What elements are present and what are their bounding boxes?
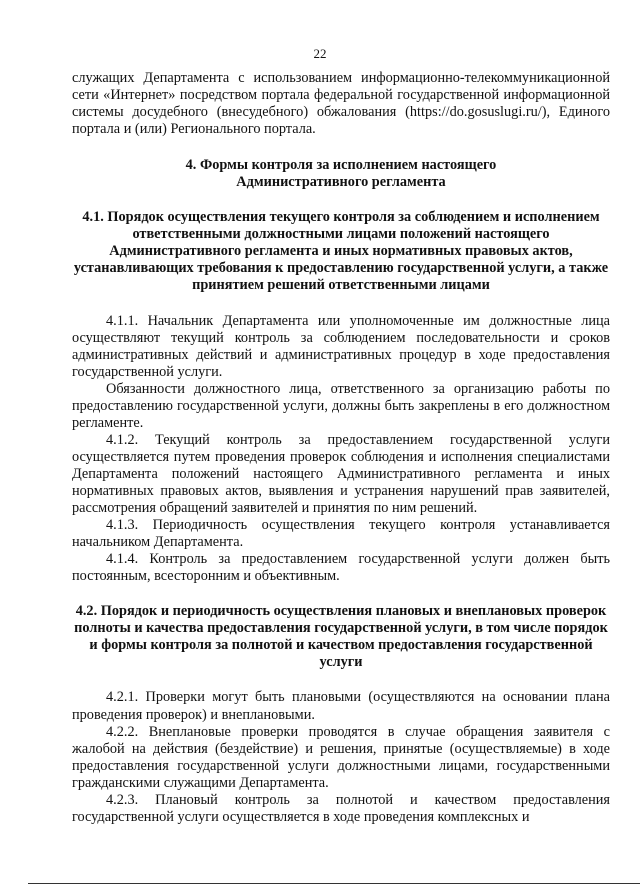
section-4-2-heading: 4.2. Порядок и периодичность осуществления плановых и внеплановых проверок полноты и качества предоставления государственной услуги, в том числе порядок и формы контроля за полнотой и качеством предоставления государственной услуги: [74, 603, 608, 671]
intro-paragraph: служащих Департамента с использованием информационно-телекоммуникационной сети «Интернет» посредством портала федеральной государственной информационной системы досудебного (внесудебного) обжалования (https://do.gosuslugi.ru/), Единого портала и (или) Регионального портала.: [72, 70, 610, 138]
document-body: [72, 70, 610, 826]
section-4-title: [72, 157, 610, 191]
paragraph-4-1-3: 4.1.3. Периодичность осуществления текущего контроля устанавливается начальником Департамента.: [72, 517, 610, 551]
section-4-2-body: [72, 689, 610, 825]
paragraph-4-2-1: 4.2.1. Проверки могут быть плановыми (осуществляются на основании плана проведения проверок) и внеплановыми.: [72, 689, 610, 723]
paragraph-4-1-1-duties: Обязанности должностного лица, ответственного за организацию работы по предоставлению государственной услуги, должны быть закреплены в его должностном регламенте.: [72, 380, 610, 431]
paragraph-4-2-3: 4.2.3. Плановый контроль за полнотой и качеством предоставления государственной услуги осуществляется в ходе проведения комплексных и: [72, 791, 610, 825]
paragraph-4-1-2: 4.1.2. Текущий контроль за предоставлением государственной услуги осуществляется путем проведения проверок соблюдения и исполнения специалистами Департамента положений настоящего Административного регламента и иных нормативных правовых актов, выявления и устранения нарушений прав заявителей, рассмотрения обращений заявителей и принятия по ним решений.: [72, 431, 610, 517]
page-number: 22: [313, 46, 327, 61]
paragraph-4-1-4: 4.1.4. Контроль за предоставлением государственной услуги должен быть постоянным, всесторонним и объективным.: [72, 551, 610, 585]
page-bottom-edge: [28, 883, 640, 884]
paragraph-4-1-1: 4.1.1. Начальник Департамента или уполномоченные им должностные лица осуществляют текущий контроль за соблюдением последовательности и сроков административных действий и административных процедур в ходе предоставления государственной услуги.: [72, 312, 610, 380]
section-4-title-line-1: 4. Формы контроля за исполнением настоящего: [185, 157, 497, 174]
section-4-1-body: [72, 313, 610, 586]
section-4-1-heading: 4.1. Порядок осуществления текущего контроля за соблюдением и исполнением ответственными должностными лицами положений настоящего Административного регламента и иных нормативных правовых актов, устанавливающих требования к предоставлению государственной услуги, а также принятием решений ответственными лицами: [73, 209, 609, 294]
section-4-title-line-2: Административного регламента: [236, 174, 446, 191]
paragraph-4-2-2: 4.2.2. Внеплановые проверки проводятся в случае обращения заявителя с жалобой на действия (бездействие) и решения, принятые (осуществляемые) в ходе предоставления государственной услуги должностными лицами, государственными гражданскими служащими Департамента.: [72, 723, 610, 791]
